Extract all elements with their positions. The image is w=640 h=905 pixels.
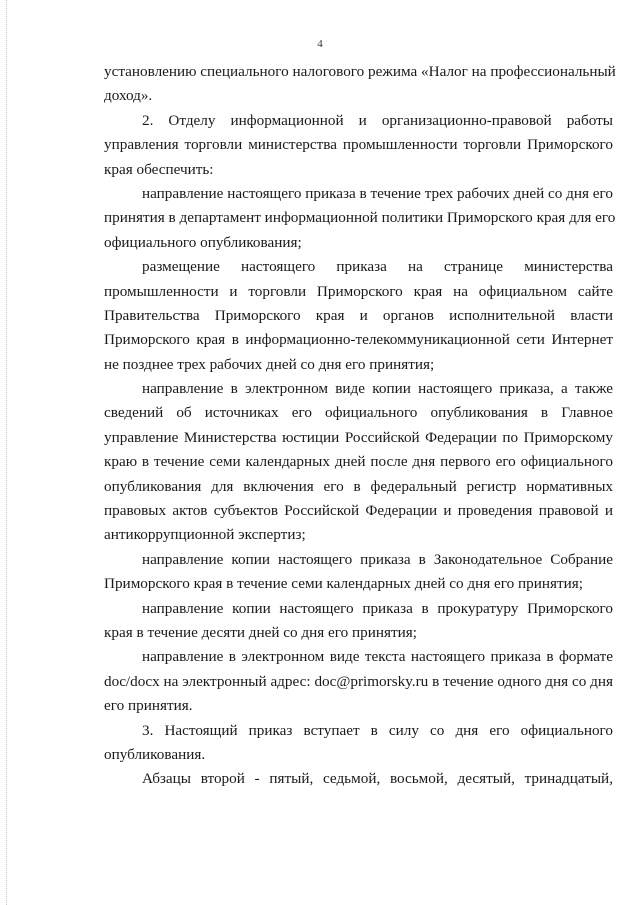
text-line: доход». xyxy=(104,87,153,105)
text-line: краю в течение семи календарных дней после дня первого его официального xyxy=(104,453,613,471)
text-line: 2. Отделу информационной и организационно-правовой работы xyxy=(142,111,613,129)
text-line: Правительства Приморского края и органов исполнительной власти xyxy=(104,306,613,324)
text-line: doc/docx на электронный адрес: doc@primorsky.ru в течение одного дня со дня xyxy=(104,672,613,690)
text-line: его принятия. xyxy=(104,697,193,715)
scan-edge-line xyxy=(6,0,7,905)
text-line: Приморского края в течение семи календарных дней со дня его принятия; xyxy=(104,575,583,593)
text-line: размещение настоящего приказа на странице министерства xyxy=(142,258,613,276)
text-line: управление Министерства юстиции Российской Федерации по Приморскому xyxy=(104,428,613,446)
text-line: опубликования для включения его в федеральный регистр нормативных xyxy=(104,477,613,495)
text-line: направление копии настоящего приказа в прокуратуру Приморского xyxy=(142,599,613,617)
document-body xyxy=(104,60,616,792)
text-line: 3. Настоящий приказ вступает в силу со дня его официального xyxy=(142,721,613,739)
text-line: направление в электронном виде текста настоящего приказа в формате xyxy=(142,648,613,666)
text-line: принятия в департамент информационной политики Приморского края для его xyxy=(104,209,616,227)
text-line: направление в электронном виде копии настоящего приказа, а также xyxy=(142,380,613,398)
text-line: сведений об источниках его официального опубликования в Главное xyxy=(104,404,613,422)
text-line: направление настоящего приказа в течение трех рабочих дней со дня его xyxy=(142,184,613,202)
text-line: Приморского края в информационно-телекоммуникационной сети Интернет xyxy=(104,331,613,349)
text-line: края обеспечить: xyxy=(104,160,214,178)
text-line: Абзацы второй - пятый, седьмой, восьмой, десятый, тринадцатый, xyxy=(142,770,613,788)
text-line: установлению специального налогового режима «Налог на профессиональный xyxy=(104,63,616,80)
text-line: антикоррупционной экспертиз; xyxy=(104,526,306,544)
text-line: управления торговли министерства промышленности торговли Приморского xyxy=(104,136,613,154)
text-line: не позднее трех рабочих дней со дня его принятия; xyxy=(104,355,435,373)
text-line: промышленности и торговли Приморского края на официальном сайте xyxy=(104,282,613,300)
text-line: официального опубликования; xyxy=(104,233,302,251)
text-line: правовых актов субъектов Российской Федерации и проведения правовой и xyxy=(104,502,613,520)
text-line: опубликования. xyxy=(104,745,206,763)
page-number: 4 xyxy=(317,38,323,50)
text-line: направление копии настоящего приказа в Законодательное Собрание xyxy=(142,550,613,568)
text-line: края в течение десяти дней со дня его принятия; xyxy=(104,623,417,641)
